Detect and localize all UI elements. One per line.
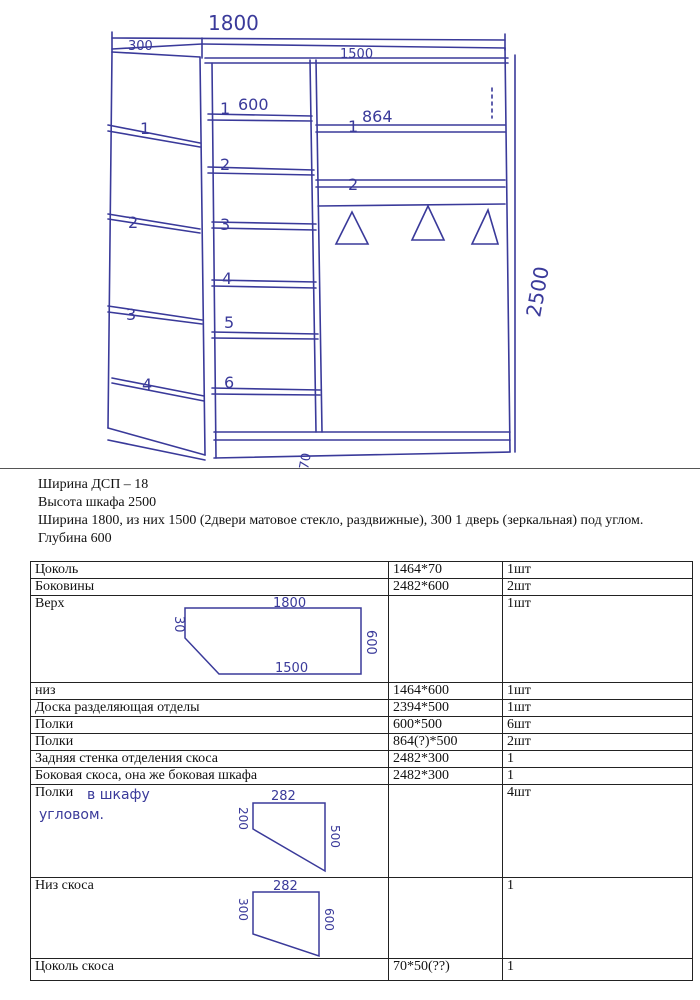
left-shelf-width-label: 600 — [238, 95, 269, 114]
fig-dim-right: 600 — [322, 908, 336, 931]
parts-table — [30, 561, 693, 981]
corner-shelf-number: 2 — [128, 213, 139, 232]
table-row — [31, 683, 693, 700]
part-size: 600*500 — [389, 717, 503, 734]
note-line: Ширина 1800, из них 1500 (2двери матовое стекло, раздвижные), 300 1 дверь (зеркальная) под углом. — [38, 513, 644, 528]
part-qty: 6шт — [503, 717, 693, 734]
left-shelf-number: 5 — [224, 313, 235, 332]
overall-width-label: 1800 — [208, 11, 259, 35]
part-name: Боковины — [31, 579, 389, 596]
table-row — [31, 878, 693, 959]
spec-notes — [38, 476, 643, 548]
part-qty: 1шт — [503, 683, 693, 700]
table-row — [31, 596, 693, 683]
height-label: 2500 — [521, 264, 554, 319]
corner-shelf-number: 4 — [142, 375, 153, 394]
part-qty: 1шт — [503, 596, 693, 683]
part-qty: 2шт — [503, 579, 693, 596]
part-size — [389, 785, 503, 878]
fig-dim-top: 1800 — [273, 596, 307, 611]
page-divider — [0, 468, 700, 469]
corner-width-label: 300 — [128, 39, 153, 54]
fig-dim-top: 282 — [271, 789, 296, 804]
left-shelf-number: 3 — [220, 215, 231, 234]
part-qty: 1 — [503, 751, 693, 768]
handnote-line: угловом. — [39, 807, 104, 823]
part-qty: 2шт — [503, 734, 693, 751]
part-name: Полки — [35, 785, 74, 800]
part-size — [389, 878, 503, 959]
wardrobe-sketch — [0, 0, 700, 470]
fig-dim-left: 200 — [236, 807, 250, 830]
left-shelf-number: 6 — [224, 373, 235, 392]
top-panel-drawing — [155, 596, 385, 680]
table-row — [31, 785, 693, 878]
part-name: Верх — [35, 596, 65, 611]
right-shelf-number: 2 — [348, 175, 359, 194]
part-name: Полки — [31, 734, 389, 751]
fig-dim-right: 500 — [328, 825, 342, 848]
part-qty: 1 — [503, 878, 693, 959]
note-line: Глубина 600 — [38, 531, 112, 546]
part-size: 2482*600 — [389, 579, 503, 596]
left-shelf-number: 4 — [222, 269, 233, 288]
fig-dim-left: 300 — [236, 898, 250, 921]
table-row — [31, 959, 693, 981]
part-qty: 1шт — [503, 562, 693, 579]
table-row — [31, 700, 693, 717]
corner-shelf-drawing — [227, 787, 347, 875]
part-name: Цоколь скоса — [31, 959, 389, 981]
main-width-label: 1500 — [340, 47, 374, 62]
part-size: 70*50(??) — [389, 959, 503, 981]
note-line: Высота шкафа 2500 — [38, 495, 157, 510]
corner-bottom-drawing — [227, 878, 347, 958]
table-row — [31, 579, 693, 596]
part-qty: 1 — [503, 959, 693, 981]
table-row — [31, 751, 693, 768]
part-name: Задняя стенка отделения скоса — [31, 751, 389, 768]
part-size: 2482*300 — [389, 768, 503, 785]
part-qty: 1 — [503, 768, 693, 785]
part-size: 1464*600 — [389, 683, 503, 700]
part-name: Боковая скоса, она же боковая шкафа — [31, 768, 389, 785]
fig-dim-left: 30 — [171, 616, 186, 633]
part-name: Доска разделяющая отделы — [31, 700, 389, 717]
part-name: Цоколь — [31, 562, 389, 579]
part-size: 2394*500 — [389, 700, 503, 717]
fig-dim-top: 282 — [273, 879, 298, 894]
part-size: 2482*300 — [389, 751, 503, 768]
handnote-line: в шкафу — [87, 787, 150, 803]
corner-shelf-number: 1 — [140, 119, 151, 138]
part-qty: 1шт — [503, 700, 693, 717]
part-qty: 4шт — [503, 785, 693, 878]
part-size: 864(?)*500 — [389, 734, 503, 751]
part-name: низ — [31, 683, 389, 700]
fig-dim-bottom: 1500 — [275, 661, 309, 676]
right-shelf-number: 1 — [348, 117, 359, 136]
corner-shelf-number: 3 — [126, 305, 137, 324]
fig-dim-right: 600 — [363, 630, 378, 655]
part-size: 1464*70 — [389, 562, 503, 579]
left-shelf-number: 2 — [220, 155, 231, 174]
table-row — [31, 734, 693, 751]
part-name: Полки — [31, 717, 389, 734]
right-shelf-width-label: 864 — [362, 107, 393, 126]
left-shelf-number: 1 — [220, 99, 231, 118]
part-name: Низ скоса — [35, 878, 94, 893]
plinth-label: 70 — [297, 451, 315, 471]
table-row — [31, 562, 693, 579]
table-row — [31, 717, 693, 734]
part-size — [389, 596, 503, 683]
note-line: Ширина ДСП – 18 — [38, 477, 149, 492]
